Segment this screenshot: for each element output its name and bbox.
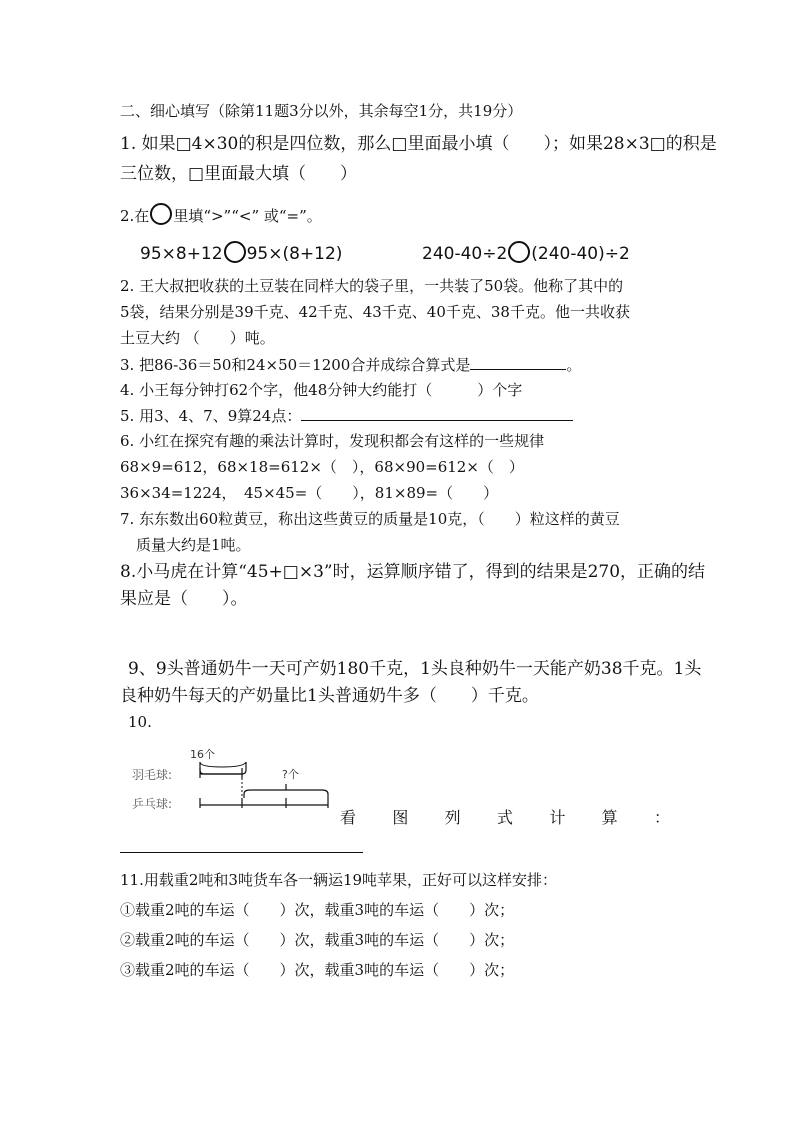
q10-instruction bbox=[340, 805, 670, 828]
q11-option-1: ①载重2吨的车运（ ）次，载重3吨的车运（ ）次； bbox=[120, 901, 515, 919]
instruction-char: 列 bbox=[444, 808, 461, 827]
unknown-count-label: ?个 bbox=[282, 768, 299, 781]
expr-right-a: 240-40÷2 bbox=[422, 244, 508, 264]
section-title: 二、细心填写（除第11题3分以外，其余每空1分，共19分） bbox=[120, 102, 523, 120]
q6-line3: 36×34=1224， 45×45=（ ），81×89=（ ） bbox=[120, 484, 499, 502]
q9-line1: 9、9头普通奶牛一天可产奶180千克，1头良种奶牛一天能产奶38千克。1头 bbox=[128, 659, 702, 679]
q3-text: 3. 把86-36＝50和24×50＝1200合并成综合算式是 bbox=[120, 356, 471, 374]
q6-line1: 6. 小红在探究有趣的乘法计算时，发现积都会有这样的一些规律 bbox=[120, 432, 545, 450]
q6-line2: 68×9=612，68×18=612×（ ），68×90=612×（ ） bbox=[120, 458, 524, 476]
q7-line1: 7. 东东数出60粒黄豆，称出这些黄豆的质量是10克，（ ）粒这样的黄豆 bbox=[120, 510, 620, 528]
q7-line2: 质量大约是1吨。 bbox=[136, 536, 251, 554]
q11-option-3: ③载重2吨的车运（ ）次，载重3吨的车运（ ）次； bbox=[120, 961, 515, 979]
q1-line1: 1. 如果□4×30的积是四位数，那么□里面最小填（ ）；如果28×3□的积是 bbox=[120, 134, 717, 154]
q8-line1: 8.小马虎在计算“45+□×3”时，运算顺序错了，得到的结果是270，正确的结 bbox=[120, 562, 706, 582]
pingpong-label: 乒乓球: bbox=[132, 797, 173, 811]
comparison-circle-icon bbox=[150, 203, 172, 225]
q11-intro: 11.用载重2吨和3吨货车各一辆运19吨苹果，正好可以这样安排： bbox=[120, 871, 558, 889]
expr-left-a: 95×8+12 bbox=[140, 244, 223, 264]
instruction-char: 计 bbox=[549, 808, 566, 827]
q3-answer-blank[interactable] bbox=[470, 369, 566, 370]
q5-line bbox=[120, 406, 573, 426]
known-brace bbox=[200, 762, 246, 774]
q11-option-2: ②载重2吨的车运（ ）次，载重3吨的车运（ ）次； bbox=[120, 931, 515, 949]
unknown-brace bbox=[244, 790, 328, 798]
q2-expression-right bbox=[422, 241, 630, 264]
instruction-char: 式 bbox=[496, 808, 513, 827]
instruction-char: 看 bbox=[340, 808, 357, 827]
known-brace-top bbox=[200, 762, 246, 767]
q5-text: 5. 用3、4、7、9算24点： bbox=[120, 407, 302, 425]
q2-expression-left bbox=[140, 241, 342, 264]
expr-right-b: (240-40)÷2 bbox=[531, 244, 630, 264]
q8-line2: 果应是（ ）。 bbox=[120, 589, 248, 609]
q2b-line2: 5袋，结果分别是39千克、42千克、43千克、40千克、38千克。他一共收获 bbox=[120, 303, 630, 321]
q9-line2: 良种奶牛每天的产奶量比1头普通奶牛多（ ）千克。 bbox=[120, 686, 539, 706]
instruction-char: ： bbox=[653, 808, 670, 827]
q2-suffix: 里填“>”“<” 或“=”。 bbox=[173, 207, 322, 225]
instruction-char: 图 bbox=[392, 808, 409, 827]
q3-line bbox=[120, 355, 581, 375]
q1-line2: 三位数，□里面最大填（ ） bbox=[120, 164, 358, 184]
expr-left-b: 95×(8+12) bbox=[246, 244, 343, 264]
q10-answer-line[interactable] bbox=[120, 852, 363, 853]
q2-instruction bbox=[120, 203, 322, 226]
q3-end: 。 bbox=[566, 356, 582, 374]
badminton-label: 羽毛球: bbox=[132, 768, 173, 782]
q2-prefix: 2.在 bbox=[120, 207, 150, 225]
q10-number: 10. bbox=[128, 713, 152, 731]
q2b-line3: 土豆大约 （ ）吨。 bbox=[120, 329, 275, 347]
answer-circle-icon[interactable] bbox=[224, 241, 246, 263]
instruction-char: 算 bbox=[601, 808, 618, 827]
segment-diagram bbox=[132, 740, 337, 825]
q2b-line1: 2. 王大叔把收获的土豆装在同样大的袋子里，一共装了50袋。他称了其中的 bbox=[120, 277, 624, 295]
known-count-label: 16个 bbox=[190, 748, 215, 761]
q5-answer-blank[interactable] bbox=[301, 420, 573, 421]
answer-circle-icon[interactable] bbox=[508, 241, 530, 263]
q4-line: 4. 小王每分钟打62个字，他48分钟大约能打（ ）个字 bbox=[120, 381, 523, 399]
